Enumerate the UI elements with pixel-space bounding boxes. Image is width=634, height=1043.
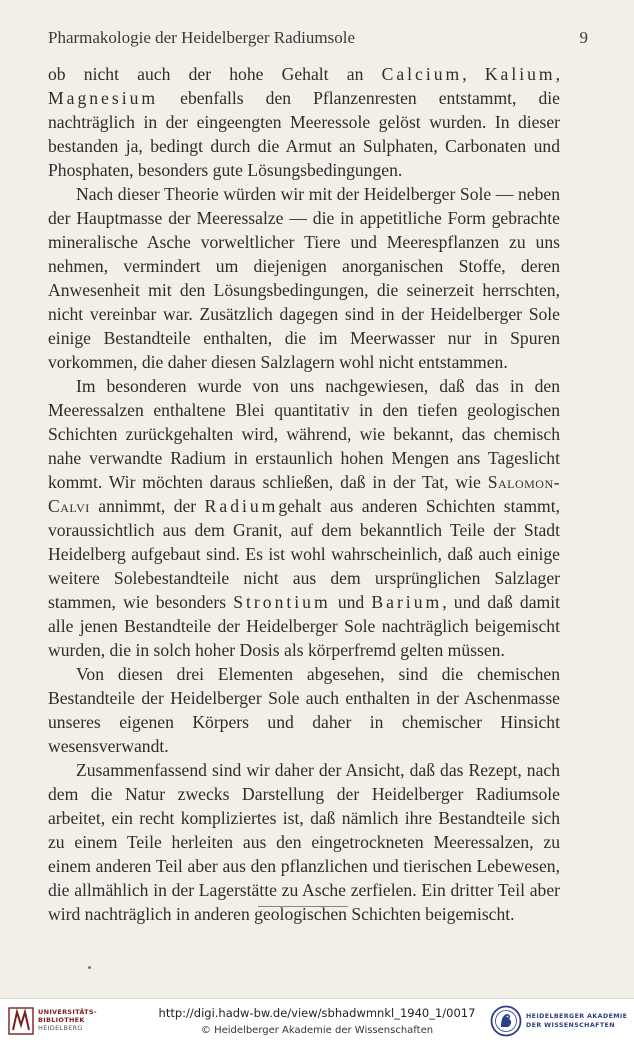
end-rule xyxy=(258,906,348,907)
page-number: 9 xyxy=(579,28,588,47)
spaced-term: Radium xyxy=(204,496,279,516)
viewer-footer xyxy=(0,998,634,1043)
running-title: Pharmakologie der Heidelberger Radiumsole xyxy=(48,28,356,47)
paragraph-4: Von diesen drei Elementen abgesehen, sind die chemischen Bestandteile der Heidelberger Sole auch enthalten in der Aschenmasse unseres eigenen Körpers und daher in chemischer Hinsicht wesensverwandt. xyxy=(48,664,560,756)
haw-logo[interactable]: HEIDELBERGER AKADEMIE DER WISSENSCHAFTEN xyxy=(490,1003,630,1039)
spaced-term: Barium xyxy=(371,592,443,612)
paragraph-2: Nach dieser Theorie würden wir mit der Heidelberger Sole — neben der Hauptmasse der Meeressalze — die in appetitliche Form gebrachte mineralische Asche vorweltlicher Tiere und Meerespflanzen zu uns nehmen, vermindert um diejenigen anorganischen Stoffe, deren Anwesenheit mit den Lösungsbedingungen, die seinerzeit herrschten, nicht vereinbar war. Zusätzlich dagegen sind in der Heidelberger Sole einige Bestandteile enthalten, die im Meerwasser nur in Spuren vorkommen, die daher diesen Salzlagern wohl nicht entstammen. xyxy=(48,184,560,372)
author-name: Salomon-Calvi xyxy=(48,472,560,516)
body-text xyxy=(48,62,560,926)
paragraph-1: ob nicht auch der hohe Gehalt an Calcium, Kalium, Magnesium ebenfalls den Pflanzenresten entstammt, die nachträglich in der eingeengten Meeressole gelöst wurden. In dieser bestanden ja, bedingt durch die Armut an Sulphaten, Carbonaten und Phosphaten, besonders gute Lösungsbedingungen. xyxy=(48,64,560,180)
permalink-url[interactable]: http://digi.hadw-bw.de/view/sbhadwmnkl_1940_1/0017 xyxy=(158,1006,476,1020)
running-head xyxy=(48,28,588,54)
ub-heidelberg-logo[interactable]: UNIVERSITÄTS- BIBLIOTHEK HEIDELBERG xyxy=(8,1005,118,1037)
paragraph-5: Zusammenfassend sind wir daher der Ansicht, daß das Rezept, nach dem die Natur zwecks Darstellung der Heidelberger Radiumsole arbeitet, ein recht kompliziertes ist, daß nämlich ihre Bestandteile sich zu einem Teile herleiten aus den eingetrockneten Meeressalzen, zu einem anderen Teil aber aus den pflanzlichen und tierischen Lebewesen, die allmählich in der Lagerstätte zu Asche zerfielen. Ein dritter Teil aber wird nachträglich in anderen geologischen Schichten beigemischt. xyxy=(48,760,560,924)
haw-seal-icon xyxy=(490,1005,522,1037)
copyright-notice: © Heidelberger Akademie der Wissenschaften xyxy=(200,1025,434,1036)
spaced-term: Magnesium xyxy=(48,88,159,108)
spaced-term: Kalium xyxy=(484,64,556,84)
spaced-term: Calcium xyxy=(381,64,463,84)
spaced-term: Strontium xyxy=(233,592,331,612)
paragraph-3: Im besonderen wurde von uns nachgewiesen, daß das in den Meeressalzen enthaltene Blei quantitativ in den tiefen geologischen Schichten zurückgehalten wird, während, wie bekannt, das chemisch nahe verwandte Radium in erstaunlich hohen Mengen ans Tageslicht kommt. Wir möchten daraus schließen, daß in der Tat, wie Salomon-Calvi annimmt, der Radiumgehalt aus anderen Schichten stammt, voraussichtlich aus dem Granit, auf dem bekanntlich Teile der Stadt Heidelberg aufgebaut sind. Es ist wohl wahrscheinlich, daß auch einige weitere Solebestandteile nicht aus dem ursprünglichen Salzlager stammen, wie besonders Strontium und Barium, und daß damit alle jenen Bestandteile der Heidelberger Sole nachträglich beigemischt wurden, die in solch hoher Dosis als körperfremd gelten müssen. xyxy=(48,376,561,660)
scan-speck xyxy=(88,966,91,969)
